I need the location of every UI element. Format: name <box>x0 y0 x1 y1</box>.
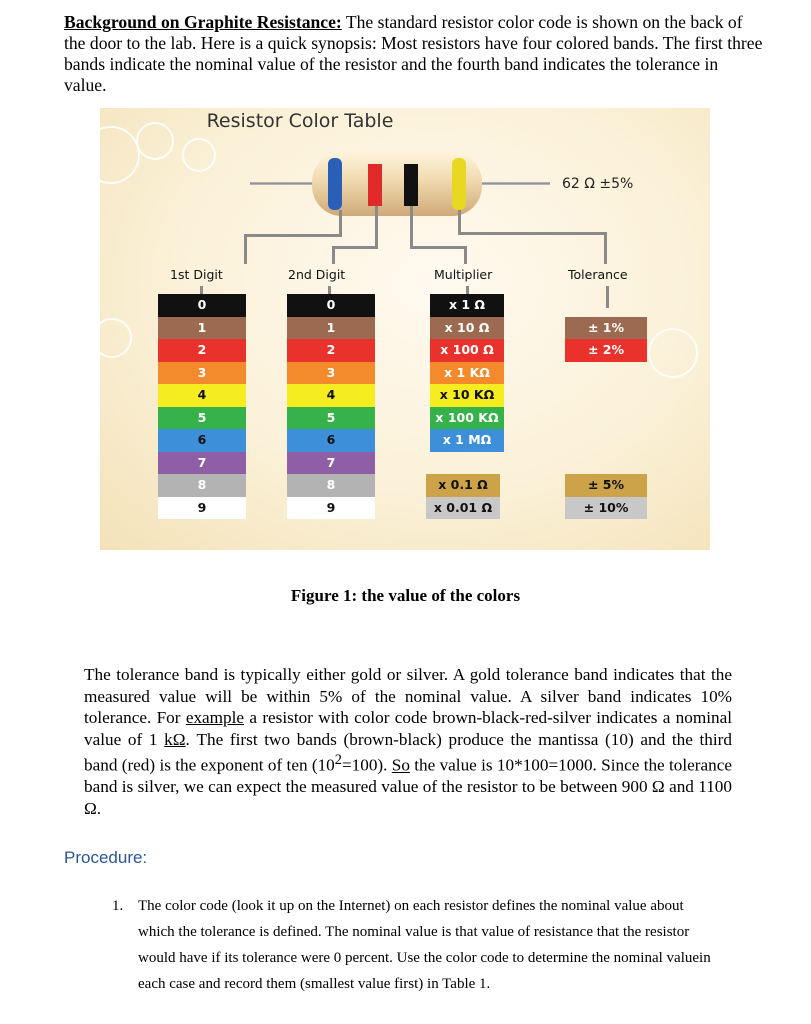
decor-circle <box>182 138 216 172</box>
second-digit-cell: 5 <box>287 407 375 430</box>
decor-circle <box>100 318 132 358</box>
tolerance-cell: ± 1% <box>565 317 647 340</box>
first-digit-cell: 8 <box>158 474 246 497</box>
intro-paragraph <box>64 12 764 96</box>
connector-wire <box>410 206 413 248</box>
paragraph-text: a resistor with color code brown-black-red-silver indicates a nominal value of 1 <box>84 708 732 749</box>
first-digit-cell: 7 <box>158 452 246 475</box>
figure-caption: Figure 1: the value of the colors <box>290 586 521 605</box>
multiplier-cell: x 1 Ω <box>430 294 504 317</box>
paragraph-word-example: example <box>185 708 245 727</box>
connector-wire <box>339 210 342 236</box>
connector-wire <box>332 246 335 264</box>
second-digit-cell: 0 <box>287 294 375 317</box>
header-second-digit: 2nd Digit <box>288 267 346 282</box>
first-digit-cell: 1 <box>158 317 246 340</box>
connector-wire <box>375 206 378 248</box>
second-digit-cell: 9 <box>287 497 375 520</box>
resistor-value-label: 62 Ω ±5% <box>562 176 634 192</box>
resistor-band-blue <box>328 158 342 210</box>
first-digit-cell: 5 <box>158 407 246 430</box>
paragraph-word-so: So <box>391 755 410 775</box>
connector-wire <box>458 210 461 234</box>
section-heading: Background on Graphite Resistance: <box>64 12 342 32</box>
tolerance-lower-cell: ± 10% <box>565 497 647 520</box>
first-digit-cell: 6 <box>158 429 246 452</box>
second-digit-cell: 1 <box>287 317 375 340</box>
first-digit-cell: 9 <box>158 497 246 520</box>
header-tick <box>606 286 609 308</box>
first-digit-cell: 4 <box>158 384 246 407</box>
decor-circle <box>648 328 698 378</box>
decor-circle <box>136 122 174 160</box>
multiplier-cell: x 1 KΩ <box>430 362 504 385</box>
second-digit-column <box>287 294 375 519</box>
paragraph-superscript: 2 <box>334 752 342 768</box>
header-tick <box>328 286 331 294</box>
first-digit-column <box>158 294 246 519</box>
resistor-band-gold <box>452 158 466 210</box>
decor-circle <box>100 126 140 184</box>
resistor-band-black <box>404 164 418 206</box>
second-digit-cell: 2 <box>287 339 375 362</box>
first-digit-cell: 0 <box>158 294 246 317</box>
header-tick <box>200 286 203 294</box>
procedure-item-number: 1. <box>112 898 124 914</box>
first-digit-cell: 3 <box>158 362 246 385</box>
connector-wire <box>244 234 247 264</box>
tolerance-cell: ± 2% <box>565 339 647 362</box>
connector-wire <box>464 246 467 264</box>
paragraph-text: The tolerance band is typically either gold or silver. A gold tolerance band indicates that the measured value will be within 5% of the nominal value. A silver band indicates 10% tolerance. For <box>84 665 732 727</box>
header-tolerance: Tolerance <box>568 267 628 282</box>
multiplier-cell: x 100 KΩ <box>430 407 504 430</box>
tolerance-lower-cell: ± 5% <box>565 474 647 497</box>
connector-wire <box>332 246 378 249</box>
resistor-lead-right <box>476 182 550 185</box>
first-digit-cell: 2 <box>158 339 246 362</box>
resistor-band-red <box>368 164 382 206</box>
intro-text: The standard resistor color code is shown on the back of the door to the lab. Here is a quick synopsis: Most resistors have four colored bands. The first three bands indicate the nominal value of the resistor and the fourth band indicates the tolerance in value. <box>64 12 763 95</box>
paragraph-text: . The first two bands (brown-black) produce the mantissa (10) and the third band (red) is the exponent of ten (10 <box>84 729 732 775</box>
connector-wire <box>604 232 607 264</box>
multiplier-fraction-cell: x 0.01 Ω <box>426 497 500 520</box>
resistor-color-figure <box>100 108 710 550</box>
connector-wire <box>410 246 466 249</box>
second-digit-cell: 4 <box>287 384 375 407</box>
procedure-item-text: The color code (look it up on the Internet) on each resistor defines the nominal value about which the tolerance is defined. The nominal value is that value of resistance that the resistor would have if its tolerance were 0 percent. Use the color code to determine the nominal valuein each case and record them (smallest value first) in Table 1. <box>138 898 711 992</box>
header-multiplier: Multiplier <box>434 267 493 282</box>
paragraph-text: the value is 10*100=1000. Since the tolerance band is silver, we can expect the measured value of the resistor to be between 900 Ω and 1100 Ω. <box>84 755 732 818</box>
multiplier-cell: x 1 MΩ <box>430 429 504 452</box>
procedure-list <box>112 893 712 997</box>
tolerance-paragraph <box>84 664 732 819</box>
second-digit-cell: 7 <box>287 452 375 475</box>
resistor-lead-left <box>250 182 320 185</box>
procedure-heading: Procedure: <box>64 848 148 867</box>
paragraph-kohm: kΩ <box>164 729 186 749</box>
connector-wire <box>458 232 606 235</box>
multiplier-cell: x 100 Ω <box>430 339 504 362</box>
header-tick <box>466 286 469 294</box>
paragraph-text: =100). <box>341 755 392 775</box>
multiplier-fraction-cell: x 0.1 Ω <box>426 474 500 497</box>
second-digit-cell: 6 <box>287 429 375 452</box>
multiplier-cell: x 10 Ω <box>430 317 504 340</box>
second-digit-cell: 3 <box>287 362 375 385</box>
procedure-item <box>112 893 712 997</box>
header-first-digit: 1st Digit <box>170 267 223 282</box>
figure-title: Resistor Color Table <box>206 110 394 132</box>
second-digit-cell: 8 <box>287 474 375 497</box>
multiplier-cell: x 10 KΩ <box>430 384 504 407</box>
connector-wire <box>244 234 342 237</box>
